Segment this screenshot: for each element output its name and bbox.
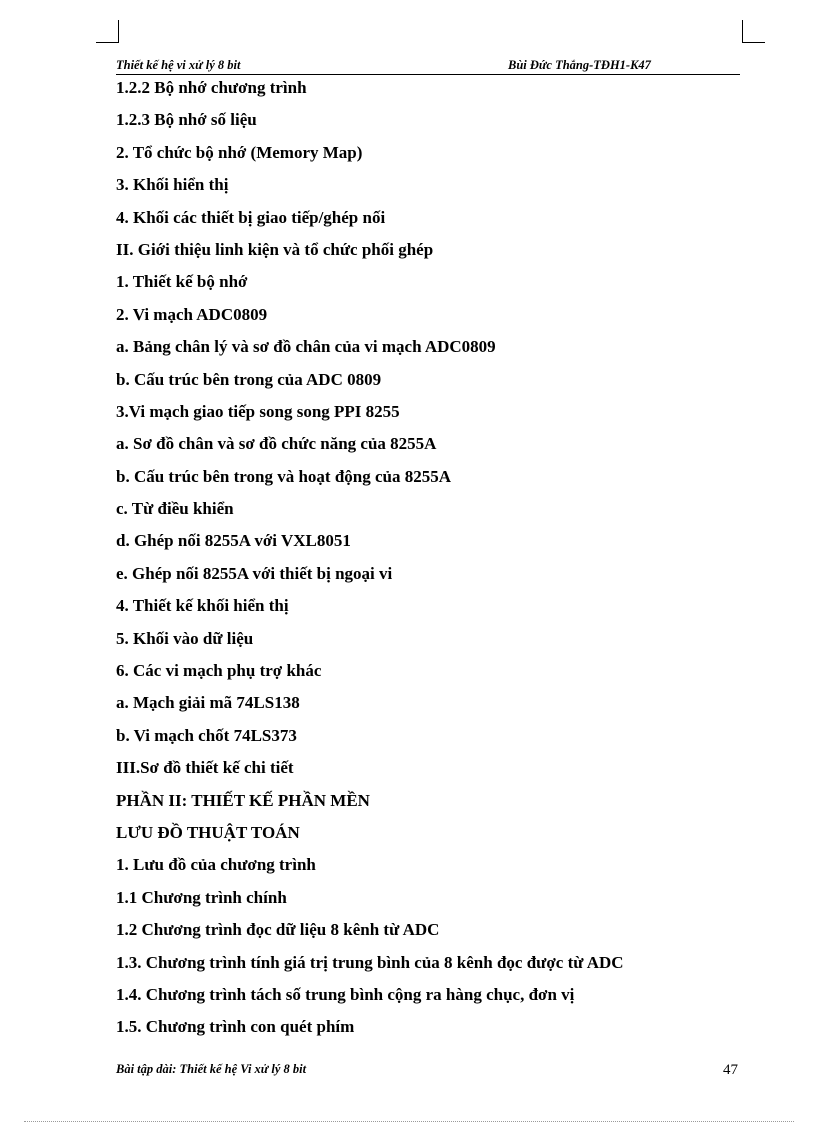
toc-item: 1.4. Chương trình tách số trung bình cộng ra hàng chục, đơn vị	[116, 984, 575, 1004]
toc-item: 2. Vi mạch ADC0809	[116, 304, 268, 324]
toc-item: b. Vi mạch chốt 74LS373	[116, 725, 297, 745]
page-number: 47	[723, 1062, 738, 1078]
toc-item: b. Cấu trúc bên trong và hoạt động của 8255A	[116, 466, 452, 486]
toc-item: LƯU ĐỒ THUẬT TOÁN	[116, 822, 300, 842]
toc-item: 4. Thiết kế khối hiển thị	[116, 596, 289, 616]
footer-title: Bài tập dài: Thiết kế hệ Vi xử lý 8 bit	[116, 1062, 307, 1076]
toc-item: c. Từ điều khiển	[116, 499, 234, 519]
toc-item: 6. Các vi mạch phụ trợ khác	[116, 661, 322, 681]
toc-item: 1.2 Chương trình đọc dữ liệu 8 kênh từ ADC	[116, 920, 440, 940]
toc-item: 2. Tổ chức bộ nhớ (Memory Map)	[116, 142, 363, 162]
toc-item: II. Giới thiệu linh kiện và tổ chức phối ghép	[116, 239, 434, 259]
toc-item: a. Sơ đồ chân và sơ đồ chức năng của 8255A	[116, 434, 437, 454]
header-title: Thiết kế hệ vi xử lý 8 bit	[116, 58, 241, 72]
toc-item: 1.2.2 Bộ nhớ chương trình	[116, 78, 307, 97]
toc-item: 1.3. Chương trình tính giá trị trung bình của 8 kênh đọc được từ ADC	[116, 952, 624, 972]
toc-item: b. Cấu trúc bên trong của ADC 0809	[116, 369, 382, 389]
toc-item: 1.1 Chương trình chính	[116, 887, 287, 907]
toc-item: III.Sơ đồ thiết kế chi tiết	[116, 758, 294, 778]
toc-item: d. Ghép nối 8255A với VXL8051	[116, 531, 351, 551]
toc-item: 1. Thiết kế bộ nhớ	[116, 272, 248, 292]
toc-item: e. Ghép nối 8255A với thiết bị ngoại vi	[116, 563, 393, 583]
page-footer	[116, 1062, 740, 1082]
toc-item: 3. Khối hiển thị	[116, 175, 229, 195]
toc-item: 4. Khối các thiết bị giao tiếp/ghép nối	[116, 207, 386, 227]
toc-item: PHẦN II: THIẾT KẾ PHẦN MỀN	[116, 790, 370, 810]
toc-item: 1. Lưu đồ của chương trình	[116, 855, 316, 875]
page-bottom-border	[24, 1121, 794, 1122]
page-header	[116, 58, 740, 75]
toc-item: a. Bảng chân lý và sơ đồ chân của vi mạch ADC0809	[116, 337, 496, 357]
toc-item: 1.2.3 Bộ nhớ số liệu	[116, 110, 257, 130]
toc-item: 1.5. Chương trình con quét phím	[116, 1017, 355, 1037]
toc-item: 5. Khối vào dữ liệu	[116, 628, 254, 648]
table-of-contents	[116, 76, 736, 1048]
crop-mark-top-right	[742, 20, 765, 43]
header-author: Bùi Đức Thắng-TĐH1-K47	[508, 58, 651, 72]
crop-mark-top-left	[96, 20, 119, 43]
toc-item: 3.Vi mạch giao tiếp song song PPI 8255	[116, 401, 400, 421]
toc-item: a. Mạch giải mã 74LS138	[116, 693, 300, 713]
